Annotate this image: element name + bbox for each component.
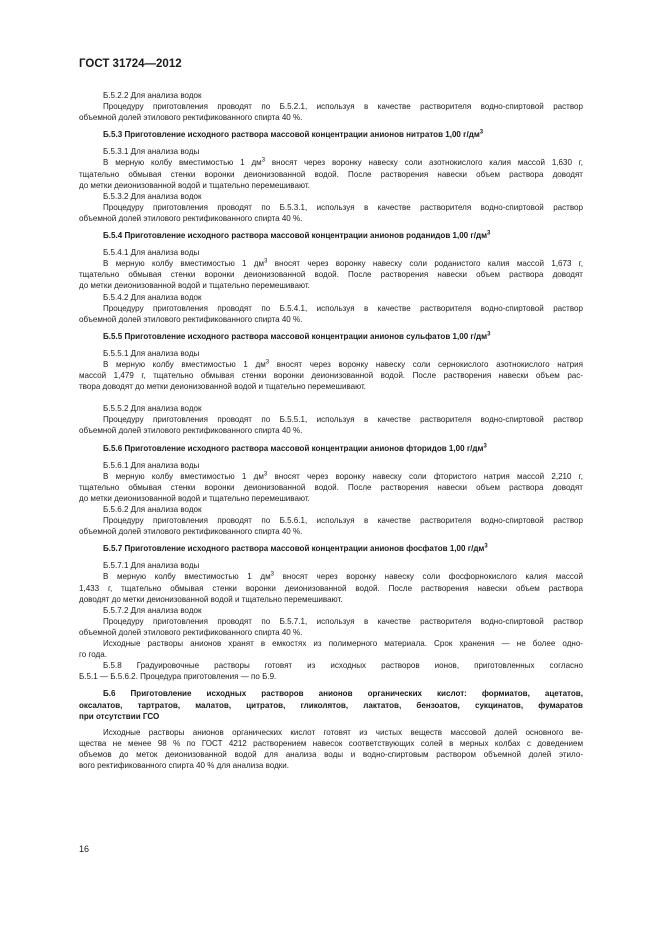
heading-text: Б.5.5 Приготовление исходного раствора массовой концентрации анионов сульфатов 1,00 г/дм	[103, 331, 488, 341]
paragraph-line: Б.5.1 — Б.5.6.2. Процедура приготовления — по Б.9.	[79, 672, 277, 682]
subsection-title: Б.5.3.2 Для анализа водок	[103, 191, 202, 201]
paragraph-line: объемной долей этилового ректификованного спирта 40 %.	[79, 213, 303, 223]
paragraph-line: объемной долей этилового ректификованного спирта 40 %.	[79, 314, 303, 324]
paragraph-line: объемов до меток деионизованной водой для анализа воды и водно-спиртовым раствором объемной долей этило-	[79, 749, 583, 759]
section-heading	[79, 331, 583, 342]
section-heading: оксалатов, тартратов, малатов, цитратов, гликолятов, лактатов, бензоатов, сукцинатов, фумаратов	[79, 700, 583, 710]
subsection-title: Б.5.3.1 Для анализа воды	[103, 147, 200, 157]
superscript: 3	[484, 543, 488, 550]
paragraph-line: Процедуру приготовления проводят по Б.5.5.1, используя в качестве растворителя водно-спиртовой раствор	[103, 415, 583, 425]
subsection-title: Б.5.5.1 Для анализа воды	[103, 348, 200, 358]
paragraph-line: объемной долей этилового ректификованного спирта 40 %.	[79, 113, 303, 123]
superscript: 3	[270, 571, 274, 578]
section-heading: при отсутствии ГСО	[79, 711, 160, 721]
text-span: вносят через воронку навеску соли азотнокислого калия массой 1,630 г,	[265, 158, 583, 168]
section-heading	[79, 230, 583, 241]
paragraph-line: объемной долей этилового ректификованного спирта 40 %.	[79, 527, 303, 537]
text-span: В мерную колбу вместимостью 1 дм	[103, 471, 264, 481]
paragraph-line	[79, 359, 583, 370]
document-body	[79, 90, 583, 771]
section-heading	[79, 543, 583, 554]
paragraph-line: Б.5.8 Градуировочные растворы готовят из исходных растворов ионов, приготовленных согласно	[103, 661, 583, 671]
superscript: 3	[483, 442, 487, 449]
heading-text: Б.5.7 Приготовление исходного раствора массовой концентрации анионов фосфатов 1,00 г/дм	[103, 544, 485, 554]
paragraph-line	[79, 571, 583, 582]
paragraph-line: объемной долей этилового ректификованного спирта 40 %.	[79, 426, 303, 436]
superscript: 3	[265, 359, 270, 366]
section-heading	[79, 443, 583, 454]
text-span: вносят через воронку навеску соли фтористого натрия массой 2,210 г,	[267, 471, 583, 481]
paragraph-line: твора доводят до метки деионизованной водой и тщательно перемешивают.	[79, 382, 367, 392]
superscript: 3	[479, 129, 484, 136]
paragraph-line: Исходные растворы анионов органических кислот готовят из чистых веществ массовой долей основного ве-	[103, 727, 583, 737]
subsection-title: Б.5.4.2 Для анализа водок	[103, 292, 202, 302]
superscript: 3	[263, 471, 268, 478]
subsection-title: Б.5.6.1 Для анализа воды	[103, 460, 200, 470]
paragraph-line: до метки деионизованной водой и тщательно перемешивают.	[79, 281, 310, 291]
paragraph-line: Процедуру приготовления проводят по Б.5.6.1, используя в качестве растворителя водно-спиртовой раствор	[103, 516, 583, 526]
paragraph-line: Процедуру приготовления проводят по Б.5.2.1, используя в качестве растворителя водно-спиртовой раствор	[103, 102, 583, 112]
subsection-title: Б.5.7.2 Для анализа водок	[103, 605, 202, 615]
paragraph-line: до метки деионизованной водой и тщательно перемешивают.	[79, 180, 310, 190]
paragraph-line: Процедуру приготовления проводят по Б.5.4.1, используя в качестве растворителя водно-спиртовой раствор	[103, 303, 583, 313]
text-span: В мерную колбу вместимостью 1 дм	[103, 158, 262, 168]
subsection-title: Б.5.6.2 Для анализа водок	[103, 505, 202, 514]
paragraph-line	[79, 258, 583, 269]
superscript: 3	[487, 331, 491, 338]
paragraph-line: го года.	[79, 650, 107, 660]
document-header: ГОСТ 31724—2012	[79, 58, 182, 70]
text-span: В мерную колбу вместимостью 1 дм	[103, 359, 266, 369]
page-number: 16	[79, 844, 90, 854]
heading-text: Б.5.6 Приготовление исходного раствора массовой концентрации анионов фторидов 1,00 г/дм	[103, 443, 484, 453]
subsection-title: Б.5.4.1 Для анализа воды	[103, 248, 200, 258]
paragraph-line	[79, 471, 583, 482]
paragraph-line: массой 1,479 г, тщательно обмывая стенки воронки деионизованной водой. После растворения навески объем рас-	[79, 371, 583, 381]
superscript: 3	[487, 230, 491, 237]
spacer	[79, 392, 583, 403]
paragraph-line: щества не менее 98 % по ГОСТ 4212 растворением навесок соответствующих солей в мерных колбах с доведением	[79, 738, 583, 748]
section-heading	[79, 129, 583, 140]
heading-text: Б.5.3 Приготовление исходного раствора массовой концентрации анионов нитратов 1,00 г/дм	[103, 130, 480, 140]
subsection-title: Б.5.5.2 Для анализа водок	[103, 404, 202, 414]
paragraph-line: Процедуру приготовления проводят по Б.5.3.1, используя в качестве растворителя водно-спиртовой раствор	[103, 202, 583, 212]
text-span: В мерную колбу вместимостью 1 дм	[103, 572, 271, 582]
paragraph-line: Исходные растворы анионов хранят в емкостях из полимерного материала. Срок хранения — не более одно-	[103, 639, 583, 649]
paragraph-line: вого ректификованного спирта 40 % для анализа водки.	[79, 760, 290, 770]
superscript: 3	[264, 258, 268, 265]
subsection-title: Б.5.7.1 Для анализа воды	[103, 561, 200, 571]
text-span: вносят через воронку навеску соли роданистого калия массой 1,673 г,	[267, 259, 583, 269]
paragraph-line: тщательно обмывая стенки воронки деионизованной водой. После растворения навески объем раствора доводят	[79, 482, 583, 492]
subsection-title: Б.5.2.2 Для анализа водок	[103, 91, 202, 100]
heading-text: Б.5.4 Приготовление исходного раствора массовой концентрации анионов роданидов 1,00 г/дм	[103, 231, 488, 241]
paragraph-line: объемной долей этилового ректификованного спирта 40 %.	[79, 627, 303, 637]
paragraph-line: 1,433 г, тщательно обмывая стенки воронки деионизованной водой. После растворения навески объем раствора	[79, 583, 583, 593]
paragraph-line: тщательно обмывая стенки воронки деионизованной водой. После растворения навески объем раствора доводят	[79, 169, 583, 179]
text-span: вносят через воронку навеску соли фосфорнокислого калия массой	[274, 572, 583, 582]
paragraph-line: Процедуру приготовления проводят по Б.5.7.1, используя в качестве растворителя водно-спиртовой раствор	[103, 616, 583, 626]
paragraph-line	[79, 157, 583, 168]
paragraph-line: тщательно обмывая стенки воронки деионизованной водой. После растворения навески объем раствора доводят	[79, 270, 583, 280]
section-heading: Б.6 Приготовление исходных растворов анионов органических кислот: формиатов, ацетатов,	[103, 689, 583, 699]
paragraph-line: до метки деионизованной водой и тщательно перемешивают.	[79, 493, 310, 503]
paragraph-line: доводят до метки деионизованной водой и тщательно перемешивают.	[79, 594, 343, 604]
superscript: 3	[261, 157, 266, 164]
text-span: вносят через воронку навеску соли сернокислого азотнокислого натрия	[269, 359, 583, 369]
text-span: В мерную колбу вместимостью 1 дм	[103, 259, 265, 269]
